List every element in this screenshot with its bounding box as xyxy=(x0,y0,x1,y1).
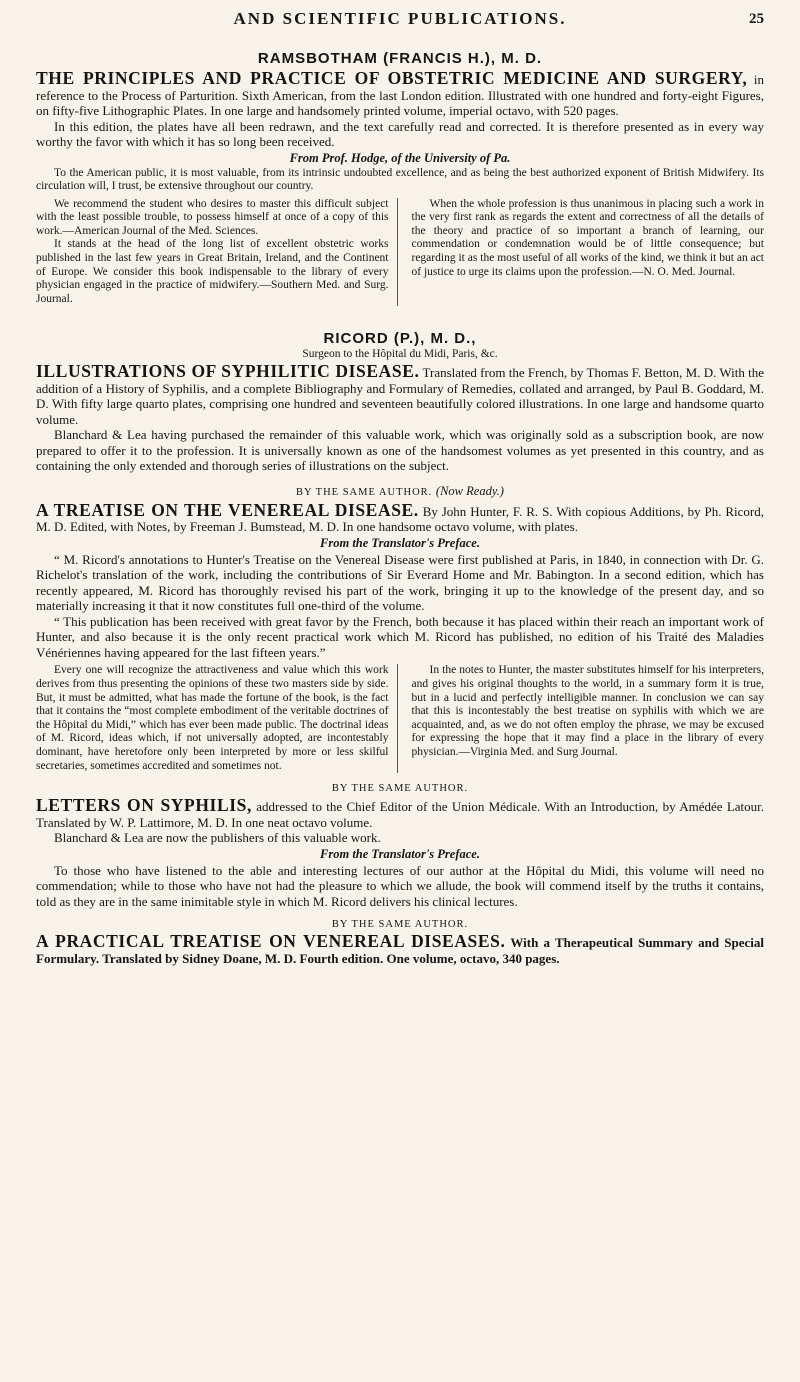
review-quote: When the whole profession is thus unanimous in placing such a work in the very first rank as regards the extent and correctness of all the details of the theory and practice of so important a branch of learning, our commendation or condemnation would be of little consequence; but regarding it as the most useful of all works of the kind, we think it but an act of justice to urge its claims upon the profession.—N. O. Med. Journal. xyxy=(411,197,764,278)
book-title-block xyxy=(36,68,765,119)
page-number: 25 xyxy=(749,11,764,27)
book-description: With a Therapeutical Summary and Special Formulary. Translated by Sidney Doane, M. D. Fourth edition. One volume, octavo, 340 pages. xyxy=(36,935,764,966)
review-columns xyxy=(36,198,764,307)
by-same-author-label: BY THE SAME AUTHOR. xyxy=(331,919,469,931)
book-title: THE PRINCIPLES AND PRACTICE OF OBSTETRIC MEDICINE AND SURGERY, xyxy=(36,68,748,88)
book-title-block xyxy=(36,931,764,966)
review-column-left xyxy=(36,664,398,773)
paragraph: Blanchard & Lea are now the publishers of this valuable work. xyxy=(54,830,381,846)
book-title: A PRACTICAL TREATISE ON VENEREAL DISEASES. xyxy=(36,931,506,952)
author-heading: RAMSBOTHAM (FRANCIS H.), M. D. xyxy=(257,50,543,67)
book-title: ILLUSTRATIONS OF SYPHILITIC DISEASE. xyxy=(36,361,420,382)
review-quote: Every one will recognize the attractiveness and value which this work derives from thus presenting the opinions of these two masters side by side. But, it must be admitted, what has made the fortune of the book, is the fact that it contains the “most complete embodiment of the veritable doctrines of the Hôpital du Midi,” which has ever been made public. The doctrinal ideas of M. Ricord, ideas which, if not universally adopted, are incontestably dominant, have heretofore only been interpreted by more or less skilful secretaries, sometimes accredited and sometimes not. xyxy=(36,664,389,772)
paragraph: To the American public, it is most valuable, from its intrinsic undoubted excellence, and as being the best authorized exponent of British Midwifery. Its circulation will, I trust, be extensive throughout our country. xyxy=(36,166,764,193)
book-title: A TREATISE ON THE VENEREAL DISEASE. xyxy=(36,499,419,520)
review-column-right xyxy=(412,198,765,307)
entry-letters-on-syphilis xyxy=(36,783,764,909)
attribution: From the Translator's Preface. xyxy=(320,535,480,550)
author-heading: RICORD (P.), M. D., xyxy=(323,330,477,348)
running-head xyxy=(36,6,764,32)
attribution: From Prof. Hodge, of the University of Pa. xyxy=(289,150,511,165)
running-head-title: AND SCIENTIFIC PUBLICATIONS. xyxy=(233,9,567,28)
by-same-author-text: BY THE SAME AUTHOR. xyxy=(296,486,433,498)
review-quote: In the notes to Hunter, the master substitutes himself for his interpreters, and gives his original thoughts to the world, in a summary form it is true, but in a lucid and perfectly intelligible manner. In conclusion we can say that this is incontestably the best treatise on syphilis with which we are acquainted, and, as we do not often employ the phrase, we may be excused for expressing the hope that it may find a place in the library of every physician.—Virginia Med. and Surg Journal. xyxy=(411,664,764,758)
book-title-block xyxy=(36,795,765,830)
book-title-block xyxy=(36,361,764,427)
review-columns xyxy=(36,664,764,773)
book-title-block xyxy=(36,499,765,535)
ready-label: (Now Ready.) xyxy=(435,483,504,498)
paragraph: To those who have listened to the able and interesting lectures of our author at the Hôpital du Midi, this volume will need no commendation; while to those who have not had the pleasure to which we allude, the book will commend itself by the truths it contains, told as they are in the same inimitable style in which M. Ricord delivers his clinical lectures. xyxy=(36,862,764,909)
author-subtitle: Surgeon to the Hôpital du Midi, Paris, &c. xyxy=(302,348,498,361)
quote-paragraph: “ M. Ricord's annotations to Hunter's Treatise on the Venereal Disease were first published at Paris, in 1840, in connection with Dr. G. Richelot's translation of the work, including the contributions of Sir Everard Home and Mr. Babington. In a second edition, which has recently appeared, M. Ricord has thoroughly revised his part of the work, bringing it up to the knowledge of the present day, and so materially increasing it that it now constitutes full one-third of the volume. xyxy=(36,551,764,614)
paragraph: Blanchard & Lea having purchased the remainder of this valuable work, which was originally sold as a subscription book, are now prepared to offer it to the profession. It is universally known as one of the handsomest volumes as yet presented in this country, and as containing the only extended and thorough series of illustrations on the subject. xyxy=(36,427,764,474)
attribution: From the Translator's Preface. xyxy=(320,846,480,861)
book-description: By John Hunter, F. R. S. With copious Additions, by Ph. Ricord, M. D. Edited, with Notes, by Freeman J. Bumstead, M. D. In one handsome octavo volume, with plates. xyxy=(36,503,765,535)
entry-hunter-treatise xyxy=(36,484,764,773)
book-description: Translated from the French, by Thomas F. Betton, M. D. With the addition of a History of Syphilis, and a complete Bibliography and Formulary of Remedies, collated and arranged, by Paul B. Goddard, M. D. With fifty large quarto plates, comprising one hundred and seventeen beautifully colored illustrations. In one large and handsome quarto volume. xyxy=(36,365,764,427)
review-column-right xyxy=(412,664,765,773)
book-title: LETTERS ON SYPHILIS, xyxy=(36,795,252,816)
review-quote: It stands at the head of the long list of excellent obstetric works published in the last few years in Great Britain, Ireland, and the Continent of Europe. We consider this book indispensable to the library of every physician engaged in the practice of midwifery.—Southern Med. and Surg. Journal. xyxy=(36,238,389,305)
review-column-left xyxy=(36,198,398,307)
quote-paragraph: “ This publication has been received with great favor by the French, both because it has placed within their reach an important work of Hunter, and also because it is the only recent practical work which M. Ricord has published, no edition of his Traité des Maladies Vénériennes having appeared for the last fifteen years.” xyxy=(36,613,764,660)
entry-ramsbotham xyxy=(36,50,764,306)
book-description: addressed to the Chief Editor of the Union Médicale. With an Introduction, by Amédée Latour. Translated by W. P. Lattimore, M. D. In one neat octavo volume. xyxy=(36,799,765,830)
review-quote: We recommend the student who desires to master this difficult subject with the least possible trouble, to possess himself at once of a copy of this work.—American Journal of the Med. Sciences. xyxy=(36,197,389,237)
by-same-author-label xyxy=(36,484,764,499)
entry-practical-treatise xyxy=(36,919,764,966)
entry-ricord-illustrations xyxy=(36,330,764,474)
paragraph: In this edition, the plates have all been redrawn, and the text carefully read and corrected. It is therefore presented as in every way worthy the favor with which it has so long been received. xyxy=(36,118,764,149)
book-description: in reference to the Process of Parturition. Sixth American, from the last London edition. Illustrated with one hundred and forty-eight Figures, on fifty-five Lithographic Plates. In one large and handsomely printed volume, imperial octavo, with 520 pages. xyxy=(36,72,765,118)
by-same-author-label: BY THE SAME AUTHOR. xyxy=(331,783,469,795)
